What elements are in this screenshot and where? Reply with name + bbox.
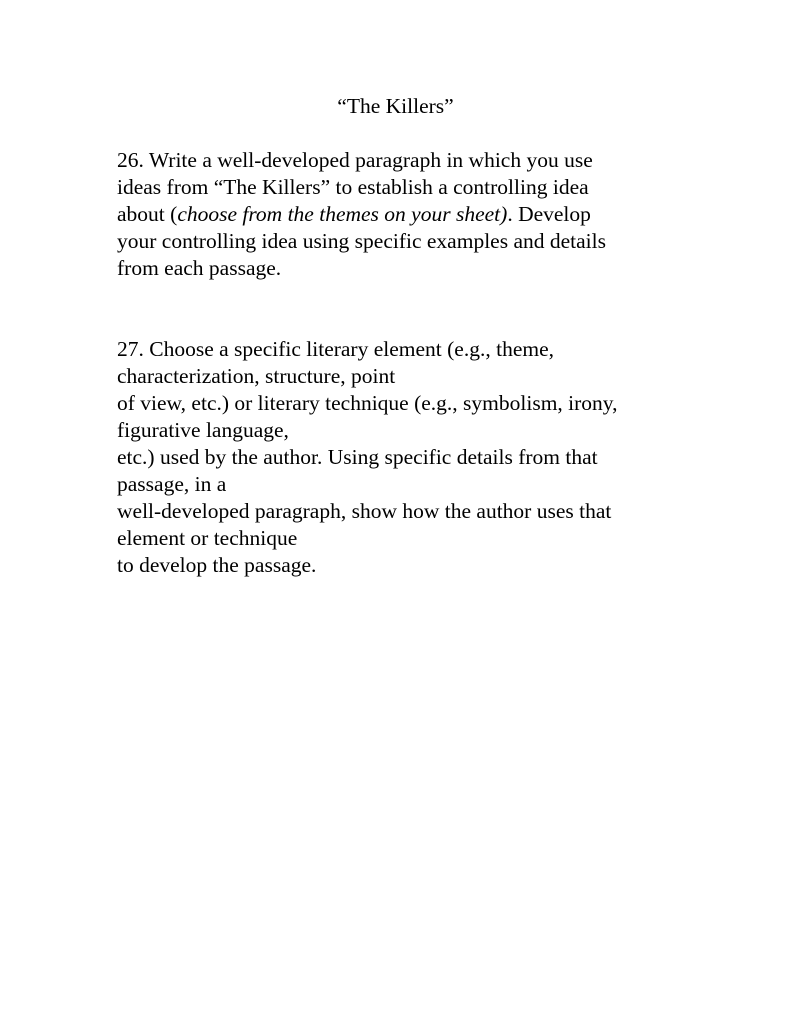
question-26-line: 26. Write a well-developed paragraph in which you use [117,148,593,172]
question-26-line: from each passage. [117,256,282,280]
question-27-line: element or technique [117,526,298,550]
question-26-line: your controlling idea using specific examples and details [117,229,606,253]
question-27-line: to develop the passage. [117,553,317,577]
question-27-line: etc.) used by the author. Using specific details from that [117,445,598,469]
question-27-line: figurative language, [117,418,289,442]
question-27-line: characterization, structure, point [117,364,396,388]
question-26-line [117,201,677,228]
question-27 [117,336,677,579]
question-26-line: ideas from “The Killers” to establish a controlling idea [117,175,589,199]
question-26 [117,147,677,282]
page-title: “The Killers” [337,94,454,118]
question-26-italic-text: choose from the themes on your sheet) [177,202,508,226]
question-27-line: well-developed paragraph, show how the author uses that [117,499,612,523]
question-27-line: of view, etc.) or literary technique (e.g., symbolism, irony, [117,391,618,415]
question-27-line: passage, in a [117,472,227,496]
question-27-line: 27. Choose a specific literary element (e.g., theme, [117,337,555,361]
question-26-text: . Develop [507,202,591,226]
question-26-text: about ( [117,202,178,226]
